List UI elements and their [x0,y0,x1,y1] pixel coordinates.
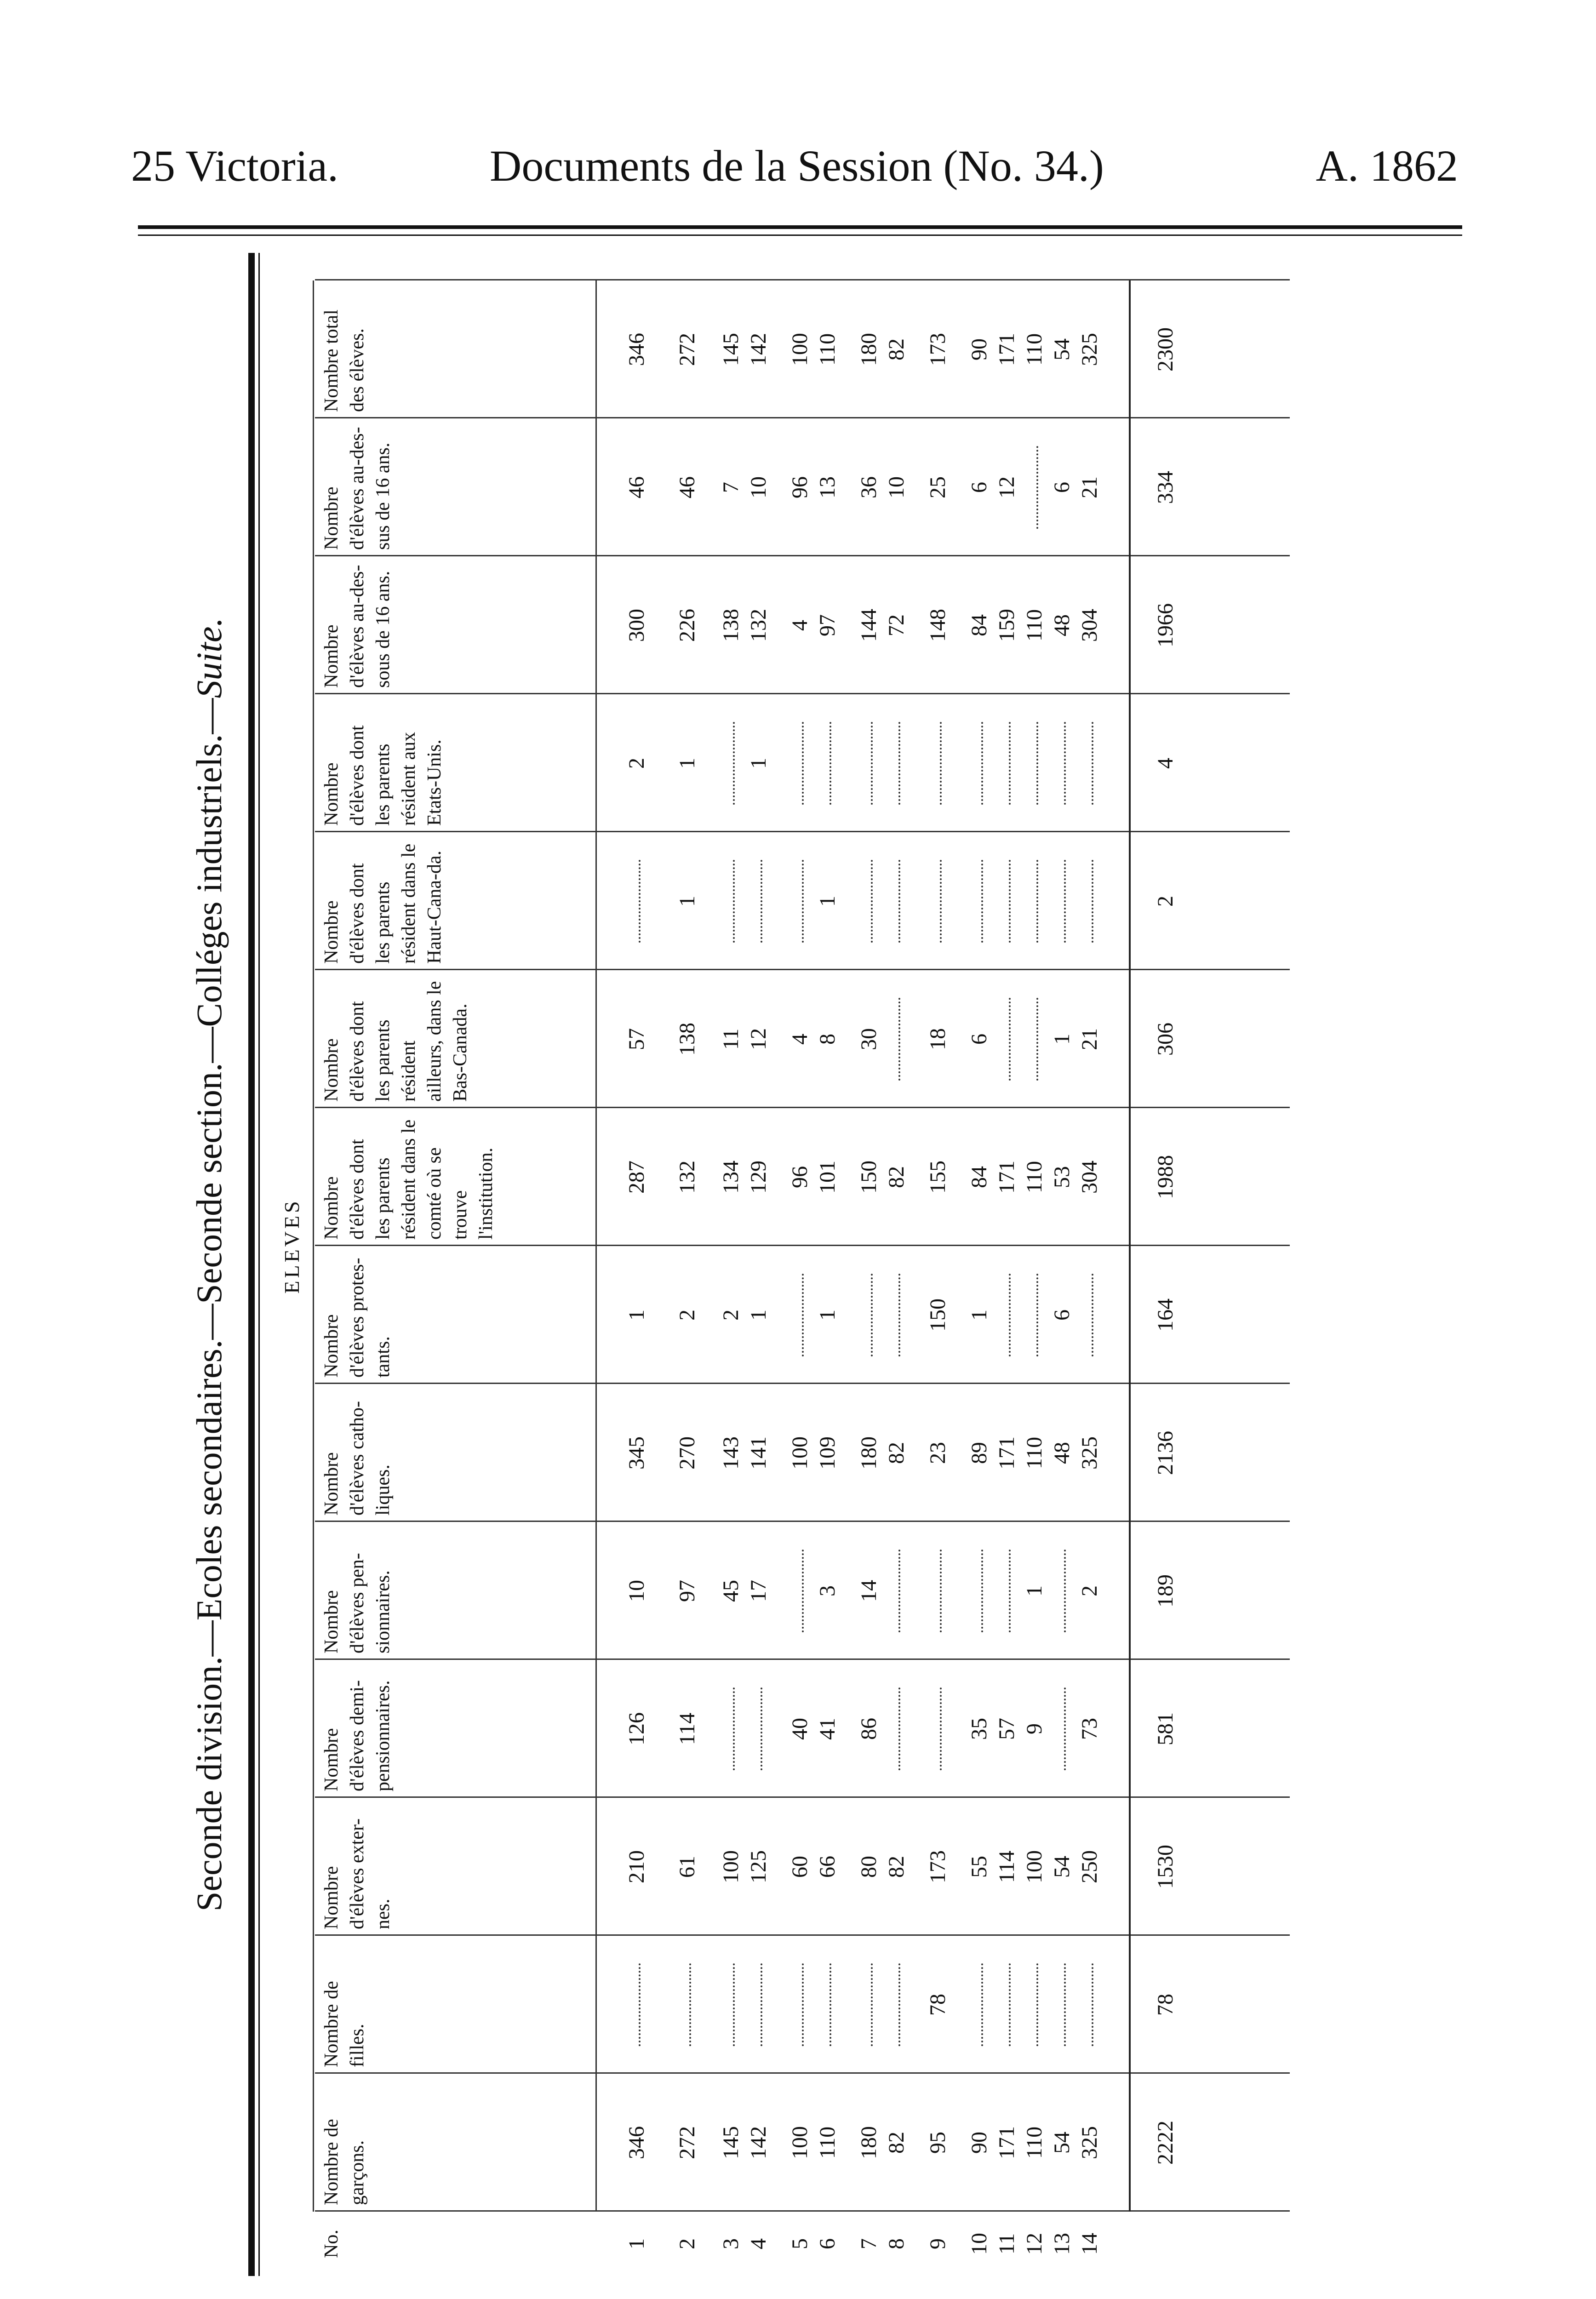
table-cell: 1 [815,1310,840,1321]
table-cell: 138 [675,1023,699,1056]
row-number: 12 [1022,2233,1047,2255]
empty-cell-leader [733,1687,739,1770]
table-cell: 109 [815,1436,840,1470]
table-cell: 10 [624,1580,649,1602]
table-cell: 110 [1022,609,1047,642]
table-cell: 6 [967,482,991,493]
running-header-title: Documents de la Session (No. 34.) [490,141,1104,190]
empty-cell-leader [1009,1550,1015,1632]
table-cell: 97 [675,1580,699,1602]
column-header: Nombre d'élèves dont les parents résident dans le comté où se trouve l'institution. [321,1119,497,1240]
empty-cell-leader [1036,860,1043,943]
empty-cell-leader [1092,860,1098,943]
totals-rule [1129,280,1131,2212]
table-cell: 96 [788,476,812,498]
table-cell: 1 [746,1310,771,1321]
empty-cell-leader [981,1963,988,2046]
table-cell: 126 [624,1712,649,1745]
column-header: Nombre total des élèves. [321,309,368,412]
table-cell: 180 [857,333,881,366]
table-cell: 4 [788,620,812,631]
empty-cell-leader [981,722,988,805]
table-cell: 8 [815,1034,840,1045]
table-cell: 110 [815,2126,840,2159]
table-cell: 95 [926,2132,950,2154]
total-cell: 4 [1153,758,1178,769]
table-cell: 54 [1050,1856,1074,1878]
total-cell: 334 [1153,471,1178,504]
empty-cell-leader [871,722,877,805]
table-cell: 1 [675,758,699,769]
group-label-rule [313,280,314,2212]
table-cell: 346 [624,333,649,366]
table-cell: 1 [1022,1585,1047,1596]
empty-cell-leader [1064,1687,1070,1770]
row-number: 3 [719,2238,743,2249]
empty-cell-leader [1036,1963,1043,2046]
table-cell: 171 [995,1436,1019,1470]
table-cell: 6 [967,1034,991,1045]
table-cell: 272 [675,333,699,366]
empty-cell-leader [1009,860,1015,943]
table-cell: 36 [857,476,881,498]
column-header-no: No. [321,2230,342,2258]
empty-cell-leader [733,1963,739,2046]
table-cell: 159 [995,609,1019,642]
table-cell: 270 [675,1436,699,1470]
empty-cell-leader [1036,998,1043,1081]
table-cell: 96 [788,1166,812,1188]
table-cell: 100 [788,333,812,366]
empty-cell-leader [1064,860,1070,943]
empty-cell-leader [871,860,877,943]
column-header: Nombre d'élèves au-des-sus de 16 ans. [321,427,394,550]
empty-cell-leader [1036,1274,1043,1356]
empty-cell-leader [1009,722,1015,805]
table-cell: 25 [926,476,950,498]
table-cell: 2 [675,1310,699,1321]
total-cell: 164 [1153,1298,1178,1332]
row-number: 8 [884,2238,909,2249]
empty-cell-leader [761,1963,767,2046]
empty-cell-leader [898,860,905,943]
row-number: 11 [995,2233,1019,2255]
empty-cell-leader [871,1963,877,2046]
rotated-table-region [175,244,1297,2285]
table-cell: 145 [719,2126,743,2159]
column-header: Nombre de filles. [321,1981,368,2067]
table-cell: 61 [675,1856,699,1878]
table-cell: 46 [624,476,649,498]
empty-cell-leader [1092,1963,1098,2046]
table-cell: 129 [746,1161,771,1194]
empty-cell-leader [1036,446,1043,529]
table-cell: 155 [926,1161,950,1194]
table-cell: 4 [788,1034,812,1045]
table-cell: 21 [1077,476,1102,498]
table-cell: 114 [995,1850,1019,1883]
table-cell: 1 [675,896,699,907]
row-number: 10 [967,2233,991,2255]
table-cell: 142 [746,333,771,366]
table-cell: 80 [857,1856,881,1878]
table-cell: 84 [967,1166,991,1188]
empty-cell-leader [829,1963,836,2046]
table-cell: 143 [719,1436,743,1470]
empty-cell-leader [802,1963,808,2046]
empty-cell-leader [898,1550,905,1632]
table-cell: 1 [624,1310,649,1321]
table-cell: 144 [857,609,881,642]
caption-main: Seconde division.—Ecoles secondaires.—Seconde section.—Colléges industriels.— [189,698,229,1911]
total-cell: 2 [1153,896,1178,907]
table-cell: 180 [857,2126,881,2159]
empty-cell-leader [733,722,739,805]
table-cell: 110 [1022,333,1047,366]
row-number: 2 [675,2238,699,2249]
total-cell: 189 [1153,1574,1178,1607]
empty-cell-leader [898,722,905,805]
empty-cell-leader [1009,998,1015,1081]
table-cell: 1 [746,758,771,769]
table-cell: 82 [884,1442,909,1464]
table-cell: 1 [815,896,840,907]
empty-cell-leader [981,860,988,943]
table-cell: 171 [995,2126,1019,2159]
empty-cell-leader [940,722,946,805]
table-cell: 110 [1022,1436,1047,1470]
table-cell: 13 [815,476,840,498]
empty-cell-leader [940,860,946,943]
table-cell: 97 [815,614,840,636]
table-cell: 100 [788,1436,812,1470]
caption-rule-thick [248,253,255,2276]
empty-cell-leader [1036,722,1043,805]
empty-cell-leader [1009,1963,1015,2046]
empty-cell-leader [1092,722,1098,805]
column-header: Nombre d'élèves protes-tants. [321,1258,394,1378]
table-cell: 89 [967,1442,991,1464]
table-cell: 110 [1022,2126,1047,2159]
header-divider [595,280,597,2212]
row-number: 7 [857,2238,881,2249]
table-cell: 6 [1050,1310,1074,1321]
table-cell: 53 [1050,1166,1074,1188]
table-caption [175,244,244,2285]
table-cell: 325 [1077,333,1102,366]
table-cell: 1 [1050,1034,1074,1045]
row-number: 9 [926,2238,950,2249]
table-cell: 35 [967,1718,991,1740]
row-number: 1 [624,2238,649,2249]
table-cell: 173 [926,333,950,366]
table-cell: 100 [788,2126,812,2159]
table-cell: 171 [995,1161,1019,1194]
row-number: 6 [815,2238,840,2249]
empty-cell-leader [802,722,808,805]
table-cell: 125 [746,1850,771,1883]
empty-cell-leader [1064,722,1070,805]
empty-cell-leader [802,860,808,943]
column-header: Nombre d'élèves exter-nes. [321,1818,394,1929]
table-cell: 100 [1022,1850,1047,1883]
table-cell: 6 [1050,482,1074,493]
table-cell: 10 [746,476,771,498]
total-cell: 1530 [1153,1845,1178,1889]
table-cell: 300 [624,609,649,642]
table-cell: 41 [815,1718,840,1740]
table-cell: 17 [746,1580,771,1602]
table-cell: 132 [675,1161,699,1194]
table-cell: 150 [857,1161,881,1194]
empty-cell-leader [940,1687,946,1770]
row-number: 13 [1050,2233,1074,2255]
empty-cell-leader [689,1963,696,2046]
table-cell: 48 [1050,1442,1074,1464]
table-cell: 272 [675,2126,699,2159]
empty-cell-leader [1092,1274,1098,1356]
table-cell: 138 [719,609,743,642]
empty-cell-leader [802,1550,808,1632]
empty-cell-leader [761,1687,767,1770]
table-cell: 250 [1077,1850,1102,1883]
table-cell: 10 [884,476,909,498]
table-cell: 142 [746,2126,771,2159]
table-cell: 54 [1050,2132,1074,2154]
table-cell: 2 [624,758,649,769]
row-number: 5 [788,2238,812,2249]
table-cell: 57 [995,1718,1019,1740]
group-label-eleves: ELEVES [280,1198,303,1294]
table-cell: 14 [857,1580,881,1602]
table-cell: 148 [926,609,950,642]
table-cell: 141 [746,1436,771,1470]
table-cell: 40 [788,1718,812,1740]
total-cell: 306 [1153,1023,1178,1056]
empty-cell-leader [761,860,767,943]
empty-cell-leader [1064,1963,1070,2046]
table-cell: 2 [719,1310,743,1321]
table-cell: 12 [995,476,1019,498]
row-number: 14 [1077,2233,1102,2255]
table-cell: 78 [926,1994,950,2016]
table-cell: 21 [1077,1028,1102,1050]
table-cell: 173 [926,1850,950,1883]
column-header: Nombre d'élèves dont les parents résident aux Etats-Unis. [321,725,445,826]
table-cell: 171 [995,333,1019,366]
total-cell: 2222 [1153,2121,1178,2165]
empty-cell-leader [829,722,836,805]
column-header: Nombre d'élèves au-des-sous de 16 ans. [321,565,394,688]
column-header: Nombre d'élèves dont les parents résident ailleurs, dans le Bas-Canada. [321,981,471,1102]
table-cell: 3 [815,1585,840,1596]
table-cell: 145 [719,333,743,366]
empty-cell-leader [733,860,739,943]
column-header: Nombre de garçons. [321,2119,368,2205]
rotated-table [175,244,1297,2285]
table-cell: 346 [624,2126,649,2159]
table-cell: 304 [1077,1161,1102,1194]
table-cell: 86 [857,1718,881,1740]
empty-cell-leader [898,1687,905,1770]
table-cell: 23 [926,1442,950,1464]
column-header: Nombre d'élèves catho-liques. [321,1401,394,1516]
table-cell: 82 [884,1856,909,1878]
empty-cell-leader [940,1550,946,1632]
empty-cell-leader [1009,1274,1015,1356]
table-cell: 7 [719,482,743,493]
table-cell: 100 [719,1850,743,1883]
table-cell: 304 [1077,609,1102,642]
total-cell: 581 [1153,1712,1178,1745]
table-cell: 9 [1022,1723,1047,1734]
table-cell: 132 [746,609,771,642]
statistics-table [315,280,1290,2258]
empty-cell-leader [639,1963,645,2046]
empty-cell-leader [1064,1550,1070,1632]
table-cell: 46 [675,476,699,498]
empty-cell-leader [898,998,905,1081]
column-header: Nombre d'élèves pen-sionnaires. [321,1553,394,1653]
column-header: Nombre d'élèves dont les parents résident dans le Haut-Cana-da. [321,843,445,964]
caption-suite: Suite. [189,618,229,698]
table-cell: 45 [719,1580,743,1602]
caption-rule-thin [258,253,260,2276]
header-rule-thick [138,225,1462,229]
table-cell: 66 [815,1856,840,1878]
table-cell: 72 [884,614,909,636]
table-cell: 150 [926,1298,950,1332]
table-cell: 84 [967,614,991,636]
empty-cell-leader [898,1274,905,1356]
total-cell: 2136 [1153,1431,1178,1475]
running-header-year: A. 1862 [1316,141,1458,190]
table-cell: 180 [857,1436,881,1470]
table-cell: 325 [1077,1436,1102,1470]
table-cell: 287 [624,1161,649,1194]
table-cell: 82 [884,2132,909,2154]
table-cell: 60 [788,1856,812,1878]
table-cell: 48 [1050,614,1074,636]
empty-cell-leader [639,860,645,943]
column-header: Nombre d'élèves demi-pensionnaires. [321,1680,394,1791]
table-cell: 1 [967,1310,991,1321]
table-cell: 82 [884,1166,909,1188]
table-cell: 90 [967,338,991,360]
total-cell: 1988 [1153,1155,1178,1199]
table-cell: 54 [1050,338,1074,360]
total-cell: 78 [1153,1994,1178,2016]
table-cell: 110 [1022,1161,1047,1194]
empty-cell-leader [898,1963,905,2046]
table-cell: 2 [1077,1585,1102,1596]
table-cell: 55 [967,1856,991,1878]
table-cell: 226 [675,609,699,642]
table-cell: 114 [675,1712,699,1745]
table-cell: 345 [624,1436,649,1470]
table-cell: 210 [624,1850,649,1883]
empty-cell-leader [802,1274,808,1356]
running-header-left: 25 Victoria. [131,141,339,190]
table-cell: 110 [815,333,840,366]
table-cell: 82 [884,338,909,360]
empty-cell-leader [981,1550,988,1632]
table-cell: 30 [857,1028,881,1050]
table-cell: 57 [624,1028,649,1050]
empty-cell-leader [871,1274,877,1356]
table-cell: 11 [719,1028,743,1050]
total-cell: 1966 [1153,603,1178,647]
header-rule-thin [138,234,1462,236]
table-cell: 134 [719,1161,743,1194]
table-cell: 325 [1077,2126,1102,2159]
table-cell: 18 [926,1028,950,1050]
table-cell: 12 [746,1028,771,1050]
table-cell: 90 [967,2132,991,2154]
row-number: 4 [746,2238,771,2249]
table-cell: 73 [1077,1718,1102,1740]
table-cell: 101 [815,1161,840,1194]
total-cell: 2300 [1153,327,1178,372]
